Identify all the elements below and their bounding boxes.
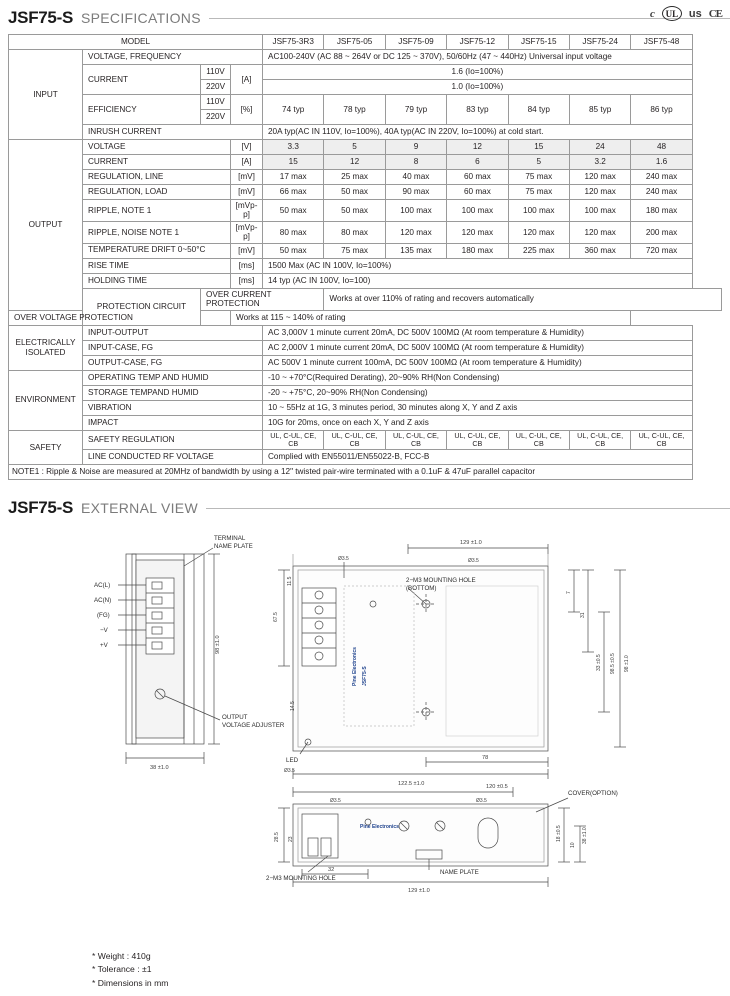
row-item-out-current: CURRENT	[83, 155, 231, 170]
row-item-out-voltage: VOLTAGE	[83, 140, 231, 155]
outi-0: 15	[263, 155, 324, 170]
outv-4: 15	[508, 140, 569, 155]
page-title-model: JSF75-S	[8, 8, 73, 27]
rn-0: 80 max	[263, 221, 324, 243]
dim-1225: 122.5 ±1.0	[398, 781, 425, 788]
row-value-op-temp: -10 ~ +70°C(Required Derating), 20~90% RH(Non Condensing)	[263, 370, 693, 385]
row-item-impact: IMPACT	[83, 415, 263, 430]
specifications-table	[8, 34, 722, 480]
outv-0: 3.3	[263, 140, 324, 155]
footnotes	[92, 950, 168, 990]
ripple-2: 100 max	[385, 200, 446, 222]
row-value-in-out: AC 3,000V 1 minute current 20mA, DC 500V 100MΩ (At room temperature & Humidity)	[263, 325, 693, 340]
outi-3: 6	[447, 155, 508, 170]
label-terminal-name-plate-line1: TERMINAL	[214, 535, 246, 543]
certification-marks	[650, 6, 722, 21]
row-item-line-rf: LINE CONDUCTED RF VOLTAGE	[83, 450, 263, 465]
eff-val-6: 86 typ	[631, 95, 692, 125]
category-input: INPUT	[9, 50, 83, 140]
footnote-weight: * Weight : 410g	[92, 951, 151, 962]
table-row	[9, 155, 722, 170]
category-isolated: ELECTRICALLY ISOLATED	[9, 325, 83, 370]
row-value-ocp: Works at over 110% of rating and recovers automatically	[324, 288, 722, 310]
specifications-header	[0, 0, 730, 32]
row-item-st-temp: STORAGE TEMPAND HUMID	[83, 385, 263, 400]
row-unit-holding-time: [ms]	[231, 273, 263, 288]
c-ul-icon: c	[649, 7, 655, 20]
table-header-row	[9, 35, 722, 50]
safety-6: UL, C-UL, CE, CB	[631, 430, 692, 450]
row-unit-reg-line: [mV]	[231, 170, 263, 185]
outi-6: 1.6	[631, 155, 692, 170]
row-item-in-out: INPUT-OUTPUT	[83, 325, 263, 340]
dim-120: 120 ±0.5	[486, 784, 508, 791]
drawing-svg	[8, 526, 722, 896]
row-item-rise-time: RISE TIME	[83, 258, 231, 273]
table-row	[9, 370, 722, 385]
row-item-temp-drift: TEMPERATURE DRIFT 0~50°C	[83, 243, 231, 258]
regload-3: 60 max	[447, 185, 508, 200]
row-unit-rise-time: [ms]	[231, 258, 263, 273]
table-row	[9, 273, 722, 288]
row-sub-eff-110: 110V	[201, 95, 231, 110]
label-terminal-name-plate-line2: NAME PLATE	[214, 543, 253, 551]
label-ac-l: AC(L)	[94, 582, 111, 590]
model-col-6: JSF75-48	[631, 35, 692, 50]
row-unit-ripple: [mVp-p]	[231, 200, 263, 222]
table-row	[9, 200, 722, 222]
category-output: OUTPUT	[9, 140, 83, 311]
dim-top-width: 129 ±1.0	[460, 540, 482, 547]
regload-4: 75 max	[508, 185, 569, 200]
row-item-ocp: OVER CURRENT PROTECTION	[201, 288, 324, 310]
side-view	[278, 787, 586, 887]
model-col-5: JSF75-24	[569, 35, 630, 50]
external-title-model: JSF75-S	[8, 498, 73, 518]
row-value-voltage-frequency: AC100-240V (AC 88 ~ 264V or DC 125 ~ 370V), 50/60Hz (47 ~ 440Hz) Universal input voltage	[263, 50, 693, 65]
footnote-dimensions: * Dimensions in mm	[92, 977, 169, 988]
dim-129-bottom: 129 ±1.0	[408, 888, 430, 895]
outv-1: 5	[324, 140, 385, 155]
category-environment: ENVIRONMENT	[9, 370, 83, 430]
ripple-4: 100 max	[508, 200, 569, 222]
row-item-op-temp: OPERATING TEMP AND HUMID	[83, 370, 263, 385]
row-item-ovp: OVER VOLTAGE PROTECTION	[9, 310, 231, 325]
row-unit-out-voltage: [V]	[231, 140, 263, 155]
rn-4: 120 max	[508, 221, 569, 243]
model-header: MODEL	[9, 35, 263, 50]
label-ac-n: AC(N)	[94, 597, 112, 605]
row-value-impact: 10G for 20ms, once on each X, Y and Z axis	[263, 415, 693, 430]
dim-10: 10	[570, 842, 576, 849]
table-row	[9, 288, 722, 310]
eff-val-5: 85 typ	[569, 95, 630, 125]
td-1: 75 max	[324, 243, 385, 258]
regload-0: 66 max	[263, 185, 324, 200]
label-name-plate: NAME PLATE	[440, 869, 479, 877]
table-row	[9, 50, 722, 65]
brand-mark-top: Pine Electronics	[352, 647, 358, 687]
front-view	[118, 548, 220, 764]
model-col-3: JSF75-12	[447, 35, 508, 50]
model-col-0: JSF75-3R3	[263, 35, 324, 50]
regline-5: 120 max	[569, 170, 630, 185]
table-row	[9, 65, 722, 80]
dim-front-height: 98 ±1.0	[215, 635, 221, 655]
table-row	[9, 385, 722, 400]
dim-hole-d4: Ø3.5	[330, 798, 341, 805]
category-safety: SAFETY	[9, 430, 83, 465]
dim-985: 98.5 ±0.5	[610, 653, 616, 675]
table-row	[9, 140, 722, 155]
row-sub-current-220: 220V	[201, 80, 231, 95]
dim-38-side: 38 ±1.0	[582, 827, 588, 845]
row-item-reg-load: REGULATION, LOAD	[83, 185, 231, 200]
regline-4: 75 max	[508, 170, 569, 185]
row-unit-reg-load: [mV]	[231, 185, 263, 200]
regline-0: 17 max	[263, 170, 324, 185]
table-row	[9, 400, 722, 415]
outi-2: 8	[385, 155, 446, 170]
footnote-tolerance: * Tolerance : ±1	[92, 964, 152, 975]
row-value-line-rf: Complied with EN55011/EN55022-B, FCC-B	[263, 450, 693, 465]
safety-4: UL, C-UL, CE, CB	[508, 430, 569, 450]
dim-675: 67.5	[273, 612, 279, 623]
eff-val-4: 84 typ	[508, 95, 569, 125]
table-row	[9, 221, 722, 243]
dim-front-width: 38 ±1.0	[150, 765, 169, 772]
ripple-6: 180 max	[631, 200, 692, 222]
row-unit-temp-drift: [mV]	[231, 243, 263, 258]
outv-5: 24	[569, 140, 630, 155]
external-header-divider	[206, 508, 730, 509]
safety-3: UL, C-UL, CE, CB	[447, 430, 508, 450]
outi-1: 12	[324, 155, 385, 170]
rn-5: 120 max	[569, 221, 630, 243]
row-item-reg-line: REGULATION, LINE	[83, 170, 231, 185]
regload-1: 50 max	[324, 185, 385, 200]
regload-5: 120 max	[569, 185, 630, 200]
row-item-current-in: CURRENT	[83, 65, 201, 95]
safety-5: UL, C-UL, CE, CB	[569, 430, 630, 450]
dim-98: 98 ±1.0	[624, 655, 630, 673]
row-item-efficiency: EFFICIENCY	[83, 95, 201, 125]
dim-7: 7	[566, 591, 572, 595]
ripple-3: 100 max	[447, 200, 508, 222]
label-minus-v: −V	[100, 627, 108, 635]
spec-note: NOTE1 : Ripple & Noise are measured at 20MHz of bandwidth by using a 12" twisted pair-wire terminated with a 0.1uF & 47uF parallel capacitor	[9, 465, 693, 480]
row-unit-efficiency: [%]	[231, 95, 263, 125]
row-unit-ripple-noise: [mVp-p]	[231, 221, 263, 243]
row-value-holding-time: 14 typ (AC IN 100V, Io=100)	[263, 273, 693, 288]
outv-6: 48	[631, 140, 692, 155]
row-unit-out-current: [A]	[231, 155, 263, 170]
td-4: 225 max	[508, 243, 569, 258]
eff-val-1: 78 typ	[324, 95, 385, 125]
table-row	[9, 325, 722, 340]
rn-3: 120 max	[447, 221, 508, 243]
outv-2: 9	[385, 140, 446, 155]
label-led: LED	[286, 757, 299, 765]
label-output-line2: VOLTAGE ADJUSTER	[222, 722, 285, 730]
regline-2: 40 max	[385, 170, 446, 185]
regload-2: 90 max	[385, 185, 446, 200]
table-row	[9, 170, 722, 185]
ripple-5: 100 max	[569, 200, 630, 222]
table-row	[9, 415, 722, 430]
regline-3: 60 max	[447, 170, 508, 185]
dim-18: 18 ±0.5	[556, 825, 562, 843]
label-mount-hole-top-line1: 2−M3 MOUNTING HOLE	[406, 577, 476, 585]
dim-hole-d2: Ø3.5	[468, 558, 479, 565]
row-item-holding-time: HOLDING TIME	[83, 273, 231, 288]
label-mount-hole-top-line2: (BOTTOM)	[406, 585, 437, 593]
td-0: 50 max	[263, 243, 324, 258]
dim-hole-d5: Ø3.5	[476, 798, 487, 805]
row-sub-eff-220: 220V	[201, 110, 231, 125]
row-value-current-110: 1.6 (Io=100%)	[263, 65, 693, 80]
dim-145: 14.5	[290, 701, 296, 712]
table-row	[9, 185, 722, 200]
label-output-line1: OUTPUT	[222, 714, 248, 722]
model-col-1: JSF75-05	[324, 35, 385, 50]
row-unit-current-in: [A]	[231, 65, 263, 95]
external-title-section: EXTERNAL VIEW	[81, 500, 198, 517]
row-item-ripple-noise: RIPPLE, NOISE NOTE 1	[83, 221, 231, 243]
category-protection: PROTECTION CIRCUIT	[83, 288, 201, 325]
rn-2: 120 max	[385, 221, 446, 243]
table-note-row	[9, 465, 722, 480]
ce-icon: CE	[708, 7, 722, 20]
row-item-ripple: RIPPLE, NOTE 1	[83, 200, 231, 222]
dim-23: 23	[288, 836, 294, 843]
label-plus-v: +V	[100, 642, 108, 650]
ripple-1: 50 max	[324, 200, 385, 222]
row-value-in-case: AC 2,000V 1 minute current 20mA, DC 500V 100MΩ (At room temperature & Humidity)	[263, 340, 693, 355]
table-row	[9, 340, 722, 355]
td-5: 360 max	[569, 243, 630, 258]
dim-31: 31	[580, 612, 586, 619]
outi-4: 5	[508, 155, 569, 170]
model-col-4: JSF75-15	[508, 35, 569, 50]
page-title-section: SPECIFICATIONS	[81, 10, 201, 26]
safety-1: UL, C-UL, CE, CB	[324, 430, 385, 450]
external-view-header	[0, 486, 730, 522]
row-value-rise-time: 1500 Max (AC IN 100V, Io=100%)	[263, 258, 693, 273]
brand-model-top: JSF75-S	[362, 666, 368, 687]
rn-6: 200 max	[631, 221, 692, 243]
row-item-vibration: VIBRATION	[83, 400, 263, 415]
regload-6: 240 max	[631, 185, 692, 200]
td-2: 135 max	[385, 243, 446, 258]
row-value-current-220: 1.0 (Io=100%)	[263, 80, 693, 95]
dim-hole-d3: Ø3.5	[284, 768, 295, 775]
regline-1: 25 max	[324, 170, 385, 185]
table-row	[9, 95, 722, 110]
brand-mark-side: Pine Electronics	[360, 824, 399, 831]
dim-32: 32	[328, 867, 335, 874]
td-6: 720 max	[631, 243, 692, 258]
row-value-st-temp: -20 ~ +75°C, 20~90% RH(Non Condensing)	[263, 385, 693, 400]
dim-115: 11.5	[287, 576, 293, 587]
safety-0: UL, C-UL, CE, CB	[263, 430, 324, 450]
label-mount-hole-bottom: 2−M3 MOUNTING HOLE	[266, 875, 336, 883]
row-value-ovp: Works at 115 ~ 140% of rating	[231, 310, 631, 325]
td-3: 180 max	[447, 243, 508, 258]
row-value-vibration: 10 ~ 55Hz at 1G, 3 minutes period, 30 minutes along X, Y and Z axis	[263, 400, 693, 415]
row-item-inrush: INRUSH CURRENT	[83, 125, 263, 140]
rn-1: 80 max	[324, 221, 385, 243]
table-row	[9, 430, 722, 450]
outi-5: 3.2	[569, 155, 630, 170]
safety-2: UL, C-UL, CE, CB	[385, 430, 446, 450]
ripple-0: 50 max	[263, 200, 324, 222]
row-value-inrush: 20A typ(AC IN 110V, Io=100%), 40A typ(AC IN 220V, Io=100%) at cold start.	[263, 125, 693, 140]
row-item-in-case: INPUT-CASE, FG	[83, 340, 263, 355]
eff-val-3: 83 typ	[447, 95, 508, 125]
dim-33: 33 ±0.5	[596, 654, 602, 672]
external-view-drawings	[8, 526, 722, 896]
row-sub-current-110: 110V	[201, 65, 231, 80]
outv-3: 12	[447, 140, 508, 155]
label-fg: (FG)	[97, 612, 110, 620]
table-row	[9, 125, 722, 140]
row-item-voltage-frequency: VOLTAGE, FREQUENCY	[83, 50, 263, 65]
ul-icon: UL	[662, 6, 682, 21]
table-row	[9, 310, 722, 325]
table-row	[9, 258, 722, 273]
label-cover-option: COVER(OPTION)	[568, 790, 618, 798]
model-col-2: JSF75-09	[385, 35, 446, 50]
eff-val-2: 79 typ	[385, 95, 446, 125]
table-row	[9, 355, 722, 370]
us-icon: us	[688, 7, 702, 20]
regline-6: 240 max	[631, 170, 692, 185]
table-row	[9, 243, 722, 258]
row-item-out-case: OUTPUT-CASE, FG	[83, 355, 263, 370]
dim-78: 78	[482, 755, 489, 762]
row-item-safety-reg: SAFETY REGULATION	[83, 430, 263, 450]
row-value-out-case: AC 500V 1 minute current 100mA, DC 500V 100MΩ (At room temperature & Humidity)	[263, 355, 693, 370]
dim-285: 28.5	[274, 832, 280, 843]
eff-val-0: 74 typ	[263, 95, 324, 125]
dim-hole-d1: Ø3.5	[338, 556, 349, 563]
table-row	[9, 450, 722, 465]
